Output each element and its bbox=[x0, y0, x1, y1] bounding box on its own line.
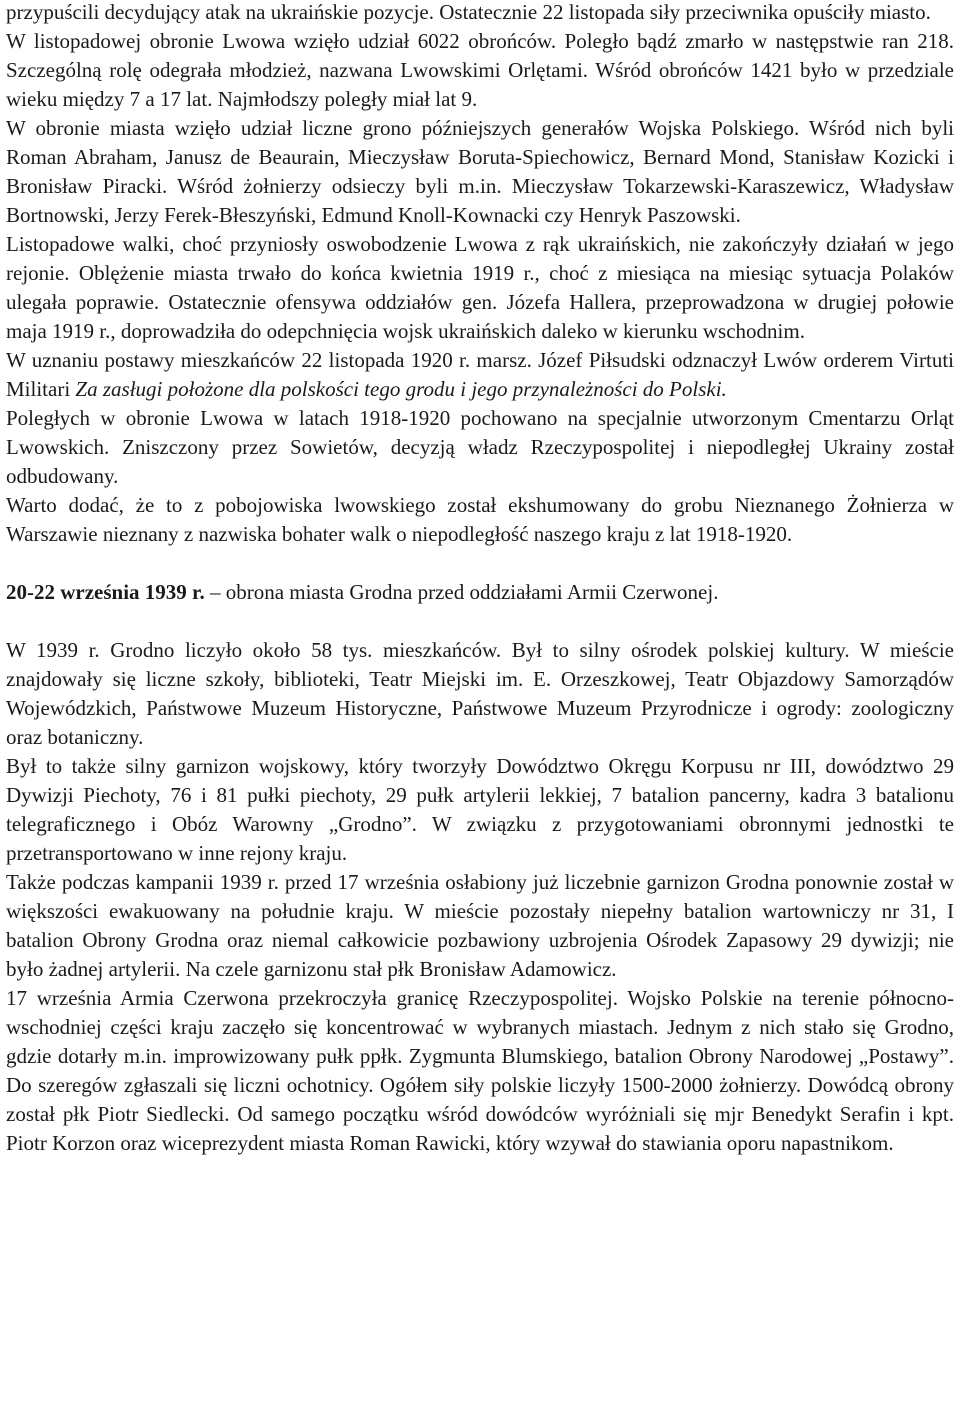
paragraph-red-army: 17 września Armia Czerwona przekroczyła granicę Rzeczypospolitej. Wojsko Polskie na terenie północno-wschodniej części kraju zaczęło się koncentrować w wybranych miastach. Jednym z nich stało się Grodno, gdzie dotarły m.in. improwizowany pułk ppłk. Zygmunta Blumskiego, batalion Obrony Narodowej „Postawy”. Do szeregów zgłaszali się liczni ochotnicy. Ogółem siły polskie liczyły 1500-2000 żołnierzy. Dowódcą obrony został płk Piotr Siedlecki. Od samego początku wśród dowódców wyróżniali się mjr Benedykt Serafin i kpt. Piotr Korzon oraz wiceprezydent miasta Roman Rawicki, który wzywał do stawiania oporu napastnikom. bbox=[6, 986, 954, 1155]
paragraph-virtuti-militari bbox=[6, 346, 954, 404]
blank-line bbox=[6, 607, 954, 636]
document-page bbox=[6, 0, 954, 1158]
paragraph-grodno-evacuation: Także podczas kampanii 1939 r. przed 17 września osłabiony już liczebnie garnizon Grodna ponownie został w większości ewakuowany na południe kraju. W mieście pozostały niepełny batalion wartowniczy nr 31, I batalion Obrony Grodna oraz niemal całkowicie pozbawiony uzbrojenia Ośrodek Zapasowy 29 dywizji; nie było żadnej artylerii. Na czele garnizonu stał płk Bronisław Adamowicz. bbox=[6, 870, 954, 981]
heading-date: 20-22 września 1939 r. bbox=[6, 580, 205, 604]
paragraph-lwow-siege: Listopadowe walki, choć przyniosły oswobodzenie Lwowa z rąk ukraińskich, nie zakończyły działań w jego rejonie. Oblężenie miasta trwało do końca kwietnia 1919 r., choć z miesiąca na miesiąc sytuacja Polaków ulegała poprawie. Ostatecznie ofensywa oddziałów gen. Józefa Hallera, przeprowadzona w drugiej połowie maja 1919 r., doprowadziła do odepchnięcia wojsk ukraińskich daleko w kierunku wschodnim. bbox=[6, 232, 954, 343]
paragraph-lwow-generals: W obronie miasta wzięło udział liczne grono późniejszych generałów Wojska Polskiego. Wśród nich byli Roman Abraham, Janusz de Beaurain, Mieczysław Boruta-Spiechowicz, Bernard Mond, Stanisław Kozicki i Bronisław Piracki. Wśród żołnierzy odsieczy byli m.in. Mieczysław Tokarzewski-Karaszewicz, Władysław Bortnowski, Jerzy Ferek-Błeszyński, Edmund Knoll-Kownacki czy Henryk Paszowski. bbox=[6, 116, 954, 227]
section-heading bbox=[6, 578, 954, 607]
virtuti-quote: Za zasługi położone dla polskości tego grodu i jego przynależności do Polski. bbox=[75, 377, 727, 401]
heading-title: – obrona miasta Grodna przed oddziałami Armii Czerwonej. bbox=[204, 580, 719, 604]
virtuti-text: W uznaniu postawy mieszkańców 22 listopada 1920 r. marsz. Józef Piłsudski odznaczył Lwów orderem Virtuti Militari bbox=[6, 348, 954, 401]
paragraph-lwow-defenders: W listopadowej obronie Lwowa wzięło udział 6022 obrońców. Poległo bądź zmarło w następstwie ran 218. Szczególną rolę odegrała młodzież, nazwana Lwowskimi Orlętami. Wśród obrońców 1421 było w przedziale wieku między 7 a 17 lat. Najmłodszy poległy miał lat 9. bbox=[6, 29, 954, 111]
paragraph-grodno-city: W 1939 r. Grodno liczyło około 58 tys. mieszkańców. Był to silny ośrodek polskiej kultury. W mieście znajdowały się liczne szkoły, biblioteki, Teatr Miejski im. E. Orzeszkowej, Teatr Objazdowy Samorządów Wojewódzkich, Państwowe Muzeum Historyczne, Państwowe Muzeum Przyrodnicze i ogrody: zoologiczny oraz botaniczny. bbox=[6, 638, 954, 749]
paragraph-grodno-garrison: Był to także silny garnizon wojskowy, który tworzyły Dowództwo Okręgu Korpusu nr III, dowództwo 29 Dywizji Piechoty, 76 i 81 pułki piechoty, 29 pułk artylerii lekkiej, 7 batalion pancerny, kadra 3 batalionu telegraficznego i Obóz Warowny „Grodno”. W związku z przygotowaniami obronnymi jednostki te przetransportowano w inne rejony kraju. bbox=[6, 754, 954, 865]
blank-line bbox=[6, 549, 954, 578]
paragraph-lwow-attack: przypuścili decydujący atak na ukraińskie pozycje. Ostatecznie 22 listopada siły przeciwnika opuściły miasto. bbox=[6, 0, 931, 24]
paragraph-cemetery: Poległych w obronie Lwowa w latach 1918-1920 pochowano na specjalnie utworzonym Cmentarzu Orląt Lwowskich. Zniszczony przez Sowietów, decyzją władz Rzeczypospolitej i niepodległej Ukrainy został odbudowany. bbox=[6, 406, 954, 488]
paragraph-unknown-soldier: Warto dodać, że to z pobojowiska lwowskiego został ekshumowany do grobu Nieznanego Żołnierza w Warszawie nieznany z nazwiska bohater walk o niepodległość naszego kraju z lat 1918-1920. bbox=[6, 493, 954, 546]
